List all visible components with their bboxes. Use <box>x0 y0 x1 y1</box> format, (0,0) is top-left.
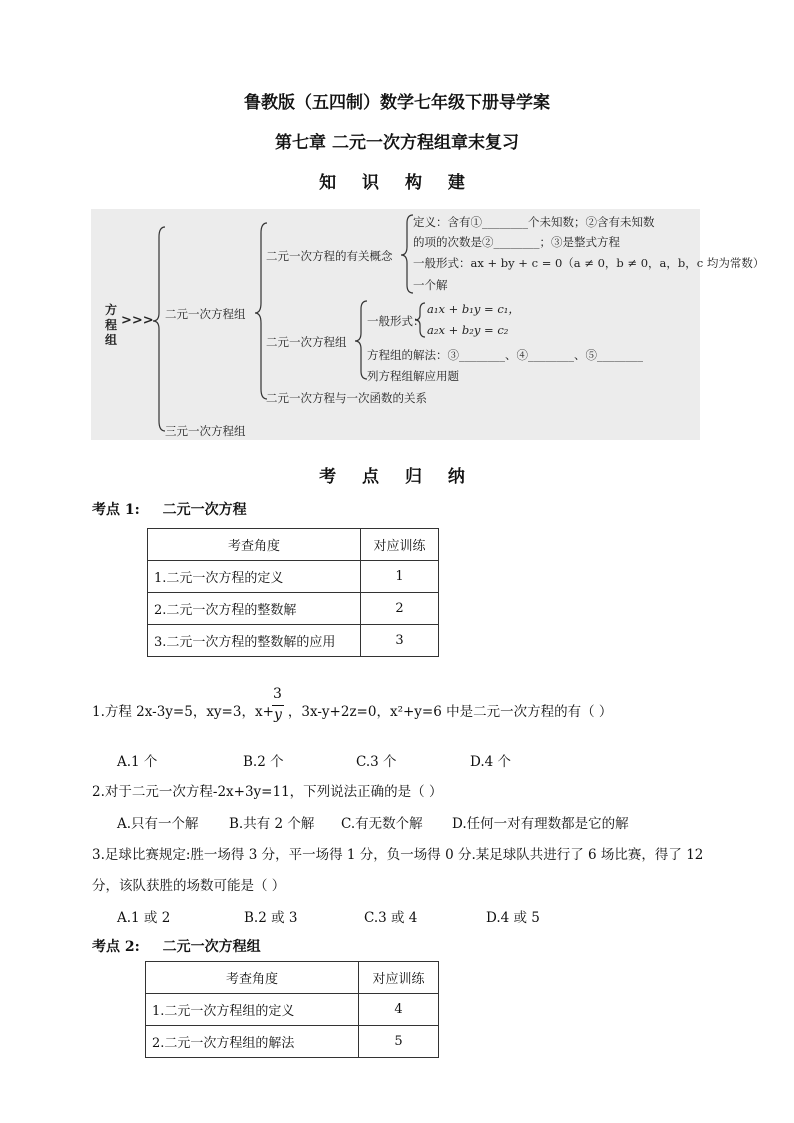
q2-option-a: A.只有一个解 <box>117 816 199 832</box>
q1-option-c: C.3 个 <box>356 754 397 770</box>
table-row <box>148 593 439 625</box>
question-1-part1: 1.方程 2x-3y=5，xy=3，x+ <box>92 704 274 720</box>
kaodian-1-name: 二元一次方程 <box>162 502 247 518</box>
diagram-node-equation-system: 二元一次方程组 <box>266 335 347 349</box>
table-header-cell: 对应训练 <box>359 962 439 994</box>
table-cell: 3 <box>361 625 439 657</box>
table-row <box>148 561 439 593</box>
brace-root <box>153 227 165 431</box>
table-cell: 2.二元一次方程的整数解 <box>148 593 361 625</box>
diagram-node-three-var-system: 三元一次方程组 <box>165 424 246 438</box>
table-cell: 2.二元一次方程组的解法 <box>146 1026 359 1058</box>
table-row <box>146 1026 439 1058</box>
q3-option-b: B.2 或 3 <box>244 910 298 926</box>
knowledge-structure-diagram <box>91 209 765 440</box>
diagram-node-word-problems: 列方程组解应用题 <box>367 369 459 383</box>
table-cell: 1 <box>361 561 439 593</box>
table-header-cell: 考查角度 <box>146 962 359 994</box>
chapter-title: 第七章 二元一次方程组章末复习 <box>275 133 519 153</box>
question-1 <box>92 700 612 720</box>
question-3-line-1: 3.足球比赛规定:胜一场得 3 分，平一场得 1 分，负一场得 0 分.某足球队共进行了 6 场比赛，得了 12 <box>92 847 704 863</box>
table-cell: 4 <box>359 994 439 1026</box>
table-header-cell: 对应训练 <box>361 529 439 561</box>
question-2: 2.对于二元一次方程-2x+3y=11，下列说法正确的是（ ） <box>92 784 443 800</box>
diagram-node-solving-methods: 方程组的解法：③________、④________、⑤________ <box>367 348 643 362</box>
q1-option-d: D.4 个 <box>470 754 512 770</box>
brace-concept <box>401 215 413 293</box>
q3-option-d: D.4 或 5 <box>486 910 540 926</box>
kaodian-2-table <box>145 961 439 1058</box>
diagram-node-definition-cont: 的项的次数是②________；③是整式方程 <box>413 235 620 249</box>
q3-option-c: C.3 或 4 <box>364 910 418 926</box>
table-cell: 2 <box>361 593 439 625</box>
table-header-row <box>148 529 439 561</box>
kaodian-2-name: 二元一次方程组 <box>162 939 261 955</box>
table-cell: 1.二元一次方程组的定义 <box>146 994 359 1026</box>
table-cell: 3.二元一次方程的整数解的应用 <box>148 625 361 657</box>
brace-system <box>355 301 367 379</box>
q2-option-c: C.有无数个解 <box>341 816 423 832</box>
q1-option-b: B.2 个 <box>243 754 284 770</box>
diagram-root: 方程组 <box>105 303 118 347</box>
table-cell: 1.二元一次方程的定义 <box>148 561 361 593</box>
fraction-bar <box>272 705 284 706</box>
kaodian-2-heading <box>92 936 261 956</box>
section-heading-points: 考 点 归 纳 <box>319 467 475 487</box>
q3-option-a: A.1 或 2 <box>117 910 171 926</box>
diagram-node-concepts: 二元一次方程的有关概念 <box>266 249 393 263</box>
fraction-denominator: y <box>274 707 282 723</box>
table-row <box>148 625 439 657</box>
diagram-node-definition: 定义：含有①________个未知数；②含有未知数 <box>413 215 655 229</box>
kaodian-1-heading <box>92 499 247 519</box>
diagram-node-eq2: a₂x + b₂y = c₂ <box>427 323 509 337</box>
question-3-line-2: 分，该队获胜的场数可能是（ ） <box>92 878 286 894</box>
diagram-node-eq1: a₁x + b₁y = c₁， <box>427 302 520 316</box>
table-cell: 5 <box>359 1026 439 1058</box>
q1-option-a: A.1 个 <box>117 754 158 770</box>
fraction-numerator: 3 <box>273 686 282 702</box>
kaodian-1-label: 考点 1: <box>92 502 140 518</box>
section-heading-knowledge: 知 识 构 建 <box>319 173 475 193</box>
page-title: 鲁教版（五四制）数学七年级下册导学案 <box>244 93 550 113</box>
table-header-row <box>146 962 439 994</box>
diagram-node-linear-function-relation: 二元一次方程与一次函数的关系 <box>266 391 427 405</box>
diagram-node-linear-system: 二元一次方程组 <box>165 307 246 321</box>
question-1-part2: ，3x-y+2z=0，x²+y=6 中是二元一次方程的有（ ） <box>287 704 613 720</box>
q2-option-b: B.共有 2 个解 <box>229 816 315 832</box>
diagram-root-arrow: >>> <box>121 313 154 328</box>
q2-option-d: D.任何一对有理数都是它的解 <box>452 816 629 832</box>
kaodian-2-label: 考点 2: <box>92 939 140 955</box>
diagram-node-system-general-form: 一般形式： <box>367 314 425 328</box>
kaodian-1-table <box>147 528 439 657</box>
table-row <box>146 994 439 1026</box>
table-header-cell: 考查角度 <box>148 529 361 561</box>
diagram-node-one-solution: 一个解 <box>413 278 448 292</box>
diagram-node-general-form: 一般形式：ax + by + c = 0（a ≠ 0，b ≠ 0，a，b，c 均为常数） <box>413 256 765 270</box>
